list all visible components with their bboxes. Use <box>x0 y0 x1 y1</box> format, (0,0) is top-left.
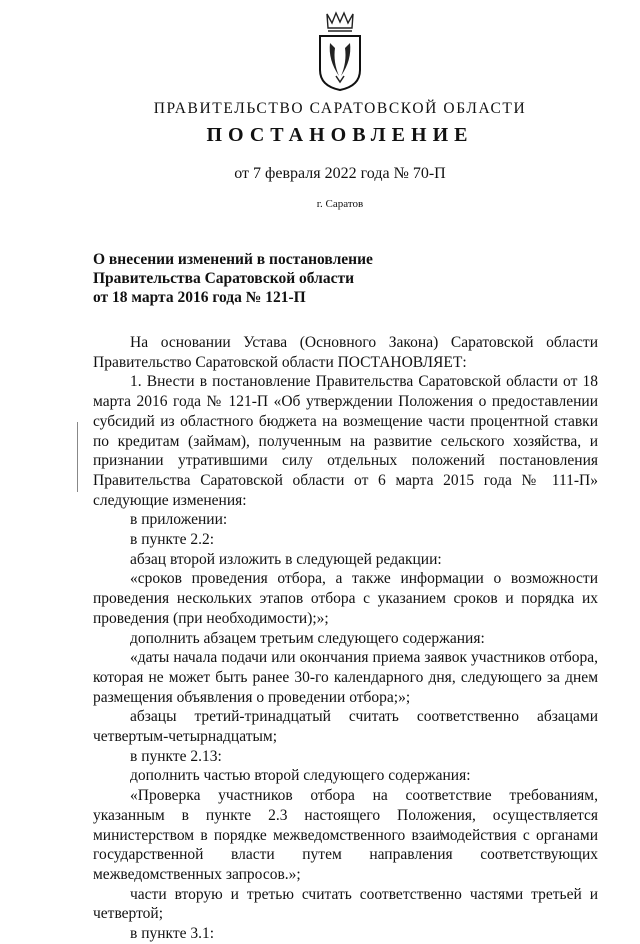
body-paragraph: в пункте 2.13: <box>130 747 222 765</box>
body-paragraph: в пункте 3.1: <box>130 925 215 943</box>
body-paragraph: «Проверка участников отбора на соответствие требованиям, указанным в пункте 2.3 настоящего Положения, осуществляется министерством в порядке межведомственного взаимодействия с органами государственной власти путем направления соответствующих межведомственных запросов.»; <box>93 787 598 883</box>
body-paragraph: дополнить абзацем третьим следующего содержания: <box>130 629 485 647</box>
body-paragraph: дополнить частью второй следующего содержания: <box>130 767 471 785</box>
document-city: г. Саратов <box>316 198 364 210</box>
body-paragraph: в пункте 2.2: <box>130 531 215 549</box>
government-name: ПРАВИТЕЛЬСТВО САРАТОВСКОЙ ОБЛАСТИ <box>153 100 527 117</box>
saratov-coat-of-arms-icon <box>315 10 365 92</box>
document-date-number: от 7 февраля 2022 года № 70-П <box>234 165 446 182</box>
body-paragraph: 1. Внести в постановление Правительства Саратовской области от 18 марта 2016 года № 121-П «Об утверждении Положения о предоставлении субсидий из областного бюджета на возмещение части процентной ставки по кредитам (займам), полученным на развитие сельского хозяйства, и признании утратившими силу отдельных положений постановления Правительства Саратовской области от 6 марта 2015 года № 111-П» следующие изменения: <box>93 373 598 509</box>
document-body <box>93 333 598 944</box>
body-paragraph: в приложении: <box>130 511 228 529</box>
body-paragraph: части вторую и третью считать соответственно частями третьей и четвертой; <box>93 885 598 923</box>
margin-mark <box>77 422 78 492</box>
body-paragraph: абзацы третий-тринадцатый считать соответственно абзацами четвертым-четырнадцатым; <box>93 708 598 746</box>
heading-line: Правительства Саратовской области <box>93 270 354 287</box>
document-heading <box>93 250 373 307</box>
body-paragraph: «сроков проведения отбора, а также информации о возможности проведения нескольких этапов отбора с указанием сроков и порядка их проведения (при необходимости);»; <box>93 570 598 627</box>
heading-line: от 18 марта 2016 года № 121-П <box>93 289 306 306</box>
body-paragraph: абзац второй изложить в следующей редакции: <box>130 550 442 568</box>
heading-line: О внесении изменений в постановление <box>93 251 373 268</box>
body-paragraph: На основании Устава (Основного Закона) Саратовской области Правительство Саратовской области ПОСТАНОВЛЯЕТ: <box>93 334 598 371</box>
body-paragraph: «даты начала подачи или окончания приема заявок участников отбора, которая не может быть ранее 30-го календарного дня, следующего за днем размещения объявления о проведении отбора;»; <box>93 649 598 706</box>
document-type-title: ПОСТАНОВЛЕНИЕ <box>206 124 474 146</box>
